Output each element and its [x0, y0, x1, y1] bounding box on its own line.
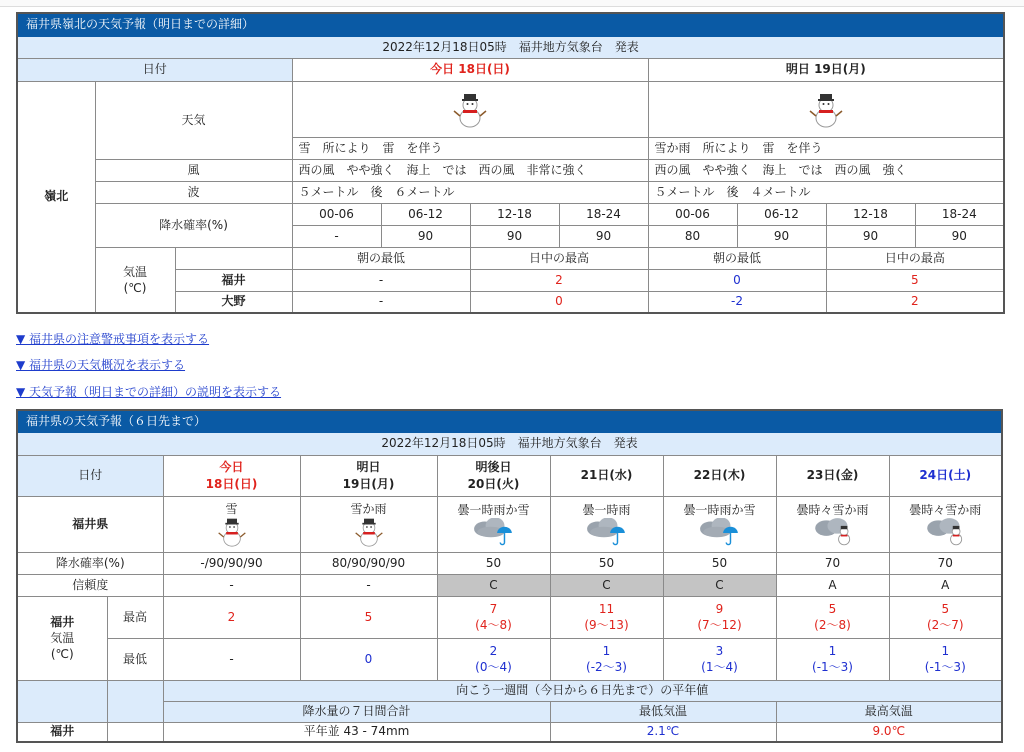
- max-temp-value: 5: [828, 601, 837, 616]
- pop-value: 70: [889, 552, 1002, 574]
- weekly-forecast-table: [16, 409, 1003, 743]
- min-temp: [889, 638, 1002, 680]
- reliability-value: A: [889, 574, 1002, 596]
- pop-value: 90: [915, 225, 1004, 247]
- weather-text: 曇時々雪か雨: [909, 502, 982, 517]
- max-temp: [437, 596, 550, 638]
- today-weather-icon-cell: [292, 81, 648, 137]
- weather-text: 曇一時雨: [582, 502, 631, 517]
- day-header: 24日(土): [889, 455, 1002, 496]
- reliability-label: 信頼度: [17, 574, 163, 596]
- today-morning-min-label: 朝の最低: [292, 247, 470, 269]
- max-temp-value: 7: [489, 601, 498, 616]
- max-temp-range: (7〜12): [697, 618, 742, 632]
- prefecture-name: 福井県: [17, 496, 163, 552]
- tomorrow-min: 0: [648, 269, 826, 291]
- pop-period: 12-18: [826, 203, 915, 225]
- pop-value: 90: [381, 225, 470, 247]
- normals-blank: [107, 722, 163, 742]
- min-temp-range: (-1〜3): [924, 660, 966, 674]
- reliability-value: C: [663, 574, 776, 596]
- pop-value: 90: [826, 225, 915, 247]
- max-temp-range: (2〜7): [926, 618, 964, 632]
- day-date: 20日(火): [467, 476, 520, 491]
- max-temp-range: (2〜8): [814, 618, 851, 632]
- weather-text: 曇一時雨か雪: [683, 502, 756, 517]
- min-label: 最低: [107, 638, 163, 680]
- tomorrow-date: 明日 19日(月): [648, 58, 1004, 81]
- pop-value: -/90/90/90: [163, 552, 300, 574]
- date-label: 日付: [17, 58, 292, 81]
- pop-period: 06-12: [381, 203, 470, 225]
- max-temp-value: 11: [598, 601, 615, 616]
- min-temp-range: (-2〜3): [586, 660, 627, 674]
- pop-period: 12-18: [470, 203, 559, 225]
- today-min: -: [292, 269, 470, 291]
- day-header: [300, 455, 437, 496]
- pop-value: -: [292, 225, 381, 247]
- max-temp-range: (4〜8): [475, 618, 512, 632]
- today-wave: ５メートル 後 ６メートル: [292, 181, 648, 203]
- min-temp: [663, 638, 776, 680]
- day-header: 23日(金): [776, 455, 889, 496]
- issued-info: 2022年12月18日05時 福井地方気象台 発表: [17, 432, 1002, 455]
- min-temp-value: 2: [489, 643, 498, 658]
- detail-forecast-title: 福井県嶺北の天気予報（明日までの詳細）: [17, 13, 1004, 36]
- day-header: [437, 455, 550, 496]
- tomorrow-wave: ５メートル 後 ４メートル: [648, 181, 1004, 203]
- day-label: 今日: [219, 460, 244, 475]
- tomorrow-morning-min-label: 朝の最低: [648, 247, 826, 269]
- today-weather-text: 雪 所により 雷 を伴う: [292, 137, 648, 159]
- weather-text: 曇一時雨か雪: [457, 502, 530, 517]
- day-label: 明日: [356, 460, 381, 475]
- reliability-value: -: [300, 574, 437, 596]
- normals-city: 福井: [17, 722, 107, 742]
- show-overview-link[interactable]: ▼ 福井県の天気概況を表示する: [16, 358, 186, 372]
- reliability-value: C: [550, 574, 663, 596]
- min-temp: -: [163, 638, 300, 680]
- pop-period: 06-12: [737, 203, 826, 225]
- temp-label-line2: (℃): [50, 647, 74, 662]
- min-temp-value: 3: [715, 643, 724, 658]
- today-wind: 西の風 やや強く 海上 では 西の風 非常に強く: [292, 159, 648, 181]
- pop-value: 90: [737, 225, 826, 247]
- city-temp-label: [17, 596, 107, 680]
- issued-info: 2022年12月18日05時 福井地方気象台 発表: [17, 36, 1004, 58]
- pop-period: 00-06: [648, 203, 737, 225]
- city-name: 福井: [50, 614, 75, 629]
- today-date: 今日 18日(日): [292, 58, 648, 81]
- normals-max-label: 最高気温: [776, 701, 1002, 722]
- day-weather: [163, 496, 300, 552]
- temp-label: [95, 247, 175, 313]
- snowman-icon: [450, 86, 490, 132]
- cloud-umbrella-icon: [472, 518, 516, 546]
- tomorrow-wind: 西の風 やや強く 海上 では 西の風 強く: [648, 159, 1004, 181]
- max-temp-value: 5: [941, 601, 950, 616]
- normals-blank: [107, 680, 163, 722]
- snowman-icon: [806, 86, 846, 132]
- day-weather: [550, 496, 663, 552]
- day-weather: [437, 496, 550, 552]
- today-max: 2: [470, 269, 648, 291]
- wind-label: 風: [95, 159, 292, 181]
- min-temp-value: 1: [602, 643, 611, 658]
- normals-precip: 平年並 43 - 74mm: [163, 722, 550, 742]
- temp-label-line1: 気温: [122, 264, 147, 279]
- day-label: 明後日: [475, 460, 512, 475]
- max-temp: [776, 596, 889, 638]
- max-temp: 2: [163, 596, 300, 638]
- tomorrow-max: 5: [826, 269, 1004, 291]
- browser-top-strip: [0, 0, 1024, 7]
- normals-title: 向こう一週間（今日から６日先まで）の平年値: [163, 680, 1002, 701]
- min-temp: 0: [300, 638, 437, 680]
- max-temp-range: (9〜13): [584, 618, 629, 632]
- day-header: [163, 455, 300, 496]
- show-explanation-link[interactable]: ▼ 天気予報（明日までの詳細）の説明を表示する: [16, 385, 282, 399]
- tomorrow-min: -2: [648, 291, 826, 313]
- weather-text: 雪か雨: [350, 501, 387, 516]
- pop-value: 50: [663, 552, 776, 574]
- pop-value: 70: [776, 552, 889, 574]
- detail-forecast-table: [16, 12, 1005, 314]
- pop-value: 50: [437, 552, 550, 574]
- min-temp-value: 1: [941, 643, 950, 658]
- day-header: 22日(木): [663, 455, 776, 496]
- normals-blank: [17, 680, 107, 722]
- tomorrow-max: 2: [826, 291, 1004, 313]
- pop-value: 80/90/90/90: [300, 552, 437, 574]
- max-temp-value: 9: [715, 601, 724, 616]
- reliability-value: A: [776, 574, 889, 596]
- temp-blank: [175, 247, 292, 269]
- wave-label: 波: [95, 181, 292, 203]
- normals-max: 9.0℃: [776, 722, 1002, 742]
- weather-text: 曇時々雪か雨: [796, 502, 869, 517]
- snowman-icon: [217, 517, 247, 547]
- reliability-value: -: [163, 574, 300, 596]
- temp-label-line1: 気温: [50, 630, 75, 645]
- pop-period: 00-06: [292, 203, 381, 225]
- min-temp-range: (-1〜3): [812, 660, 853, 674]
- max-temp: [889, 596, 1002, 638]
- today-max: 0: [470, 291, 648, 313]
- weather-label: 天気: [95, 81, 292, 159]
- region-name: 嶺北: [17, 81, 95, 313]
- normals-min-label: 最低気温: [550, 701, 776, 722]
- tomorrow-weather-icon-cell: [648, 81, 1004, 137]
- min-temp-range: (1〜4): [701, 660, 738, 674]
- weather-text: 雪: [225, 501, 238, 516]
- pop-label: 降水確率(%): [95, 203, 292, 247]
- day-header: 21日(水): [550, 455, 663, 496]
- weekly-forecast-title: 福井県の天気予報（６日先まで）: [17, 410, 1002, 432]
- normals-precip-label: 降水量の７日間合計: [163, 701, 550, 722]
- today-min: -: [292, 291, 470, 313]
- pop-value: 90: [470, 225, 559, 247]
- snowman-icon: [354, 517, 384, 547]
- cloud-snowman-icon: [925, 518, 965, 546]
- pop-period: 18-24: [559, 203, 648, 225]
- temp-label-line2: (℃): [123, 280, 147, 295]
- city-name: 大野: [175, 291, 292, 313]
- day-weather: [300, 496, 437, 552]
- date-label: 日付: [17, 455, 163, 496]
- max-temp: [663, 596, 776, 638]
- pop-period: 18-24: [915, 203, 1004, 225]
- min-temp: [437, 638, 550, 680]
- day-weather: [776, 496, 889, 552]
- min-temp-value: 1: [828, 643, 837, 658]
- day-weather: [889, 496, 1002, 552]
- today-day-max-label: 日中の最高: [470, 247, 648, 269]
- cloud-umbrella-icon: [698, 518, 742, 546]
- pop-value: 90: [559, 225, 648, 247]
- pop-value: 50: [550, 552, 663, 574]
- min-temp: [776, 638, 889, 680]
- normals-min: 2.1℃: [550, 722, 776, 742]
- city-name: 福井: [175, 269, 292, 291]
- pop-label: 降水確率(%): [17, 552, 163, 574]
- day-date: 19日(月): [342, 476, 395, 491]
- day-date: 18日(日): [205, 476, 258, 491]
- max-temp: 5: [300, 596, 437, 638]
- cloud-snowman-icon: [813, 518, 853, 546]
- tomorrow-weather-text: 雪か雨 所により 雷 を伴う: [648, 137, 1004, 159]
- min-temp-range: (0〜4): [475, 660, 512, 674]
- show-warnings-link[interactable]: ▼ 福井県の注意警戒事項を表示する: [16, 332, 210, 346]
- pop-value: 80: [648, 225, 737, 247]
- cloud-umbrella-icon: [585, 518, 629, 546]
- min-temp: [550, 638, 663, 680]
- day-weather: [663, 496, 776, 552]
- reliability-value: C: [437, 574, 550, 596]
- max-temp: [550, 596, 663, 638]
- tomorrow-day-max-label: 日中の最高: [826, 247, 1004, 269]
- max-label: 最高: [107, 596, 163, 638]
